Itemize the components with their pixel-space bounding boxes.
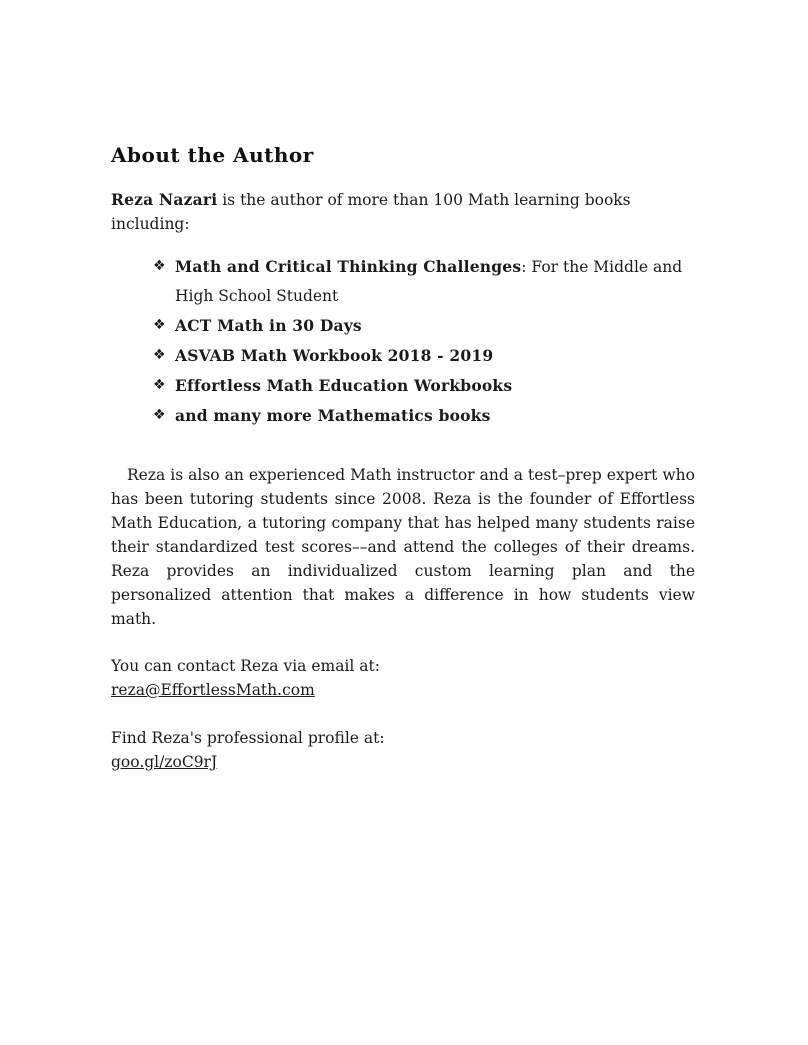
- email-contact-block: [111, 654, 695, 702]
- profile-link[interactable]: goo.gl/zoC9rJ: [111, 753, 218, 771]
- diamond-bullet-icon: ❖: [153, 377, 166, 393]
- email-link[interactable]: reza@EffortlessMath.com: [111, 681, 315, 699]
- author-name: Reza Nazari: [111, 190, 218, 209]
- list-item: [111, 252, 695, 311]
- book-title: ACT Math in 30 Days: [175, 316, 362, 335]
- list-item: [111, 311, 695, 341]
- book-title: Effortless Math Education Workbooks: [175, 376, 513, 395]
- page-title: About the Author: [111, 143, 314, 167]
- book-title: and many more Mathematics books: [175, 406, 491, 425]
- profile-contact-block: [111, 726, 695, 774]
- book-subtitle: : For the Middle and High School Student: [175, 258, 683, 305]
- diamond-bullet-icon: ❖: [153, 347, 166, 363]
- intro-paragraph: [111, 188, 695, 236]
- intro-text: is the author of more than 100 Math learning books including:: [111, 191, 631, 233]
- diamond-bullet-icon: ❖: [153, 258, 166, 274]
- book-list: [111, 252, 695, 431]
- book-title: Math and Critical Thinking Challenges: [175, 257, 522, 276]
- list-item: [111, 371, 695, 401]
- diamond-bullet-icon: ❖: [153, 407, 166, 423]
- list-item: [111, 401, 695, 431]
- list-item: [111, 341, 695, 371]
- bio-paragraph: Reza is also an experienced Math instructor and a test–prep expert who has been tutoring students since 2008. Reza is the founder of Effortless Math Education, a tutoring company that has helped many students raise their standardized test scores––and attend the colleges of their dreams. Reza provides an individualized custom learning plan and the personalized attention that makes a difference in how students view math.: [111, 466, 695, 628]
- profile-label: Find Reza's professional profile at:: [111, 729, 385, 747]
- email-label: You can contact Reza via email at:: [111, 657, 380, 675]
- diamond-bullet-icon: ❖: [153, 317, 166, 333]
- book-title: ASVAB Math Workbook 2018 - 2019: [175, 346, 494, 365]
